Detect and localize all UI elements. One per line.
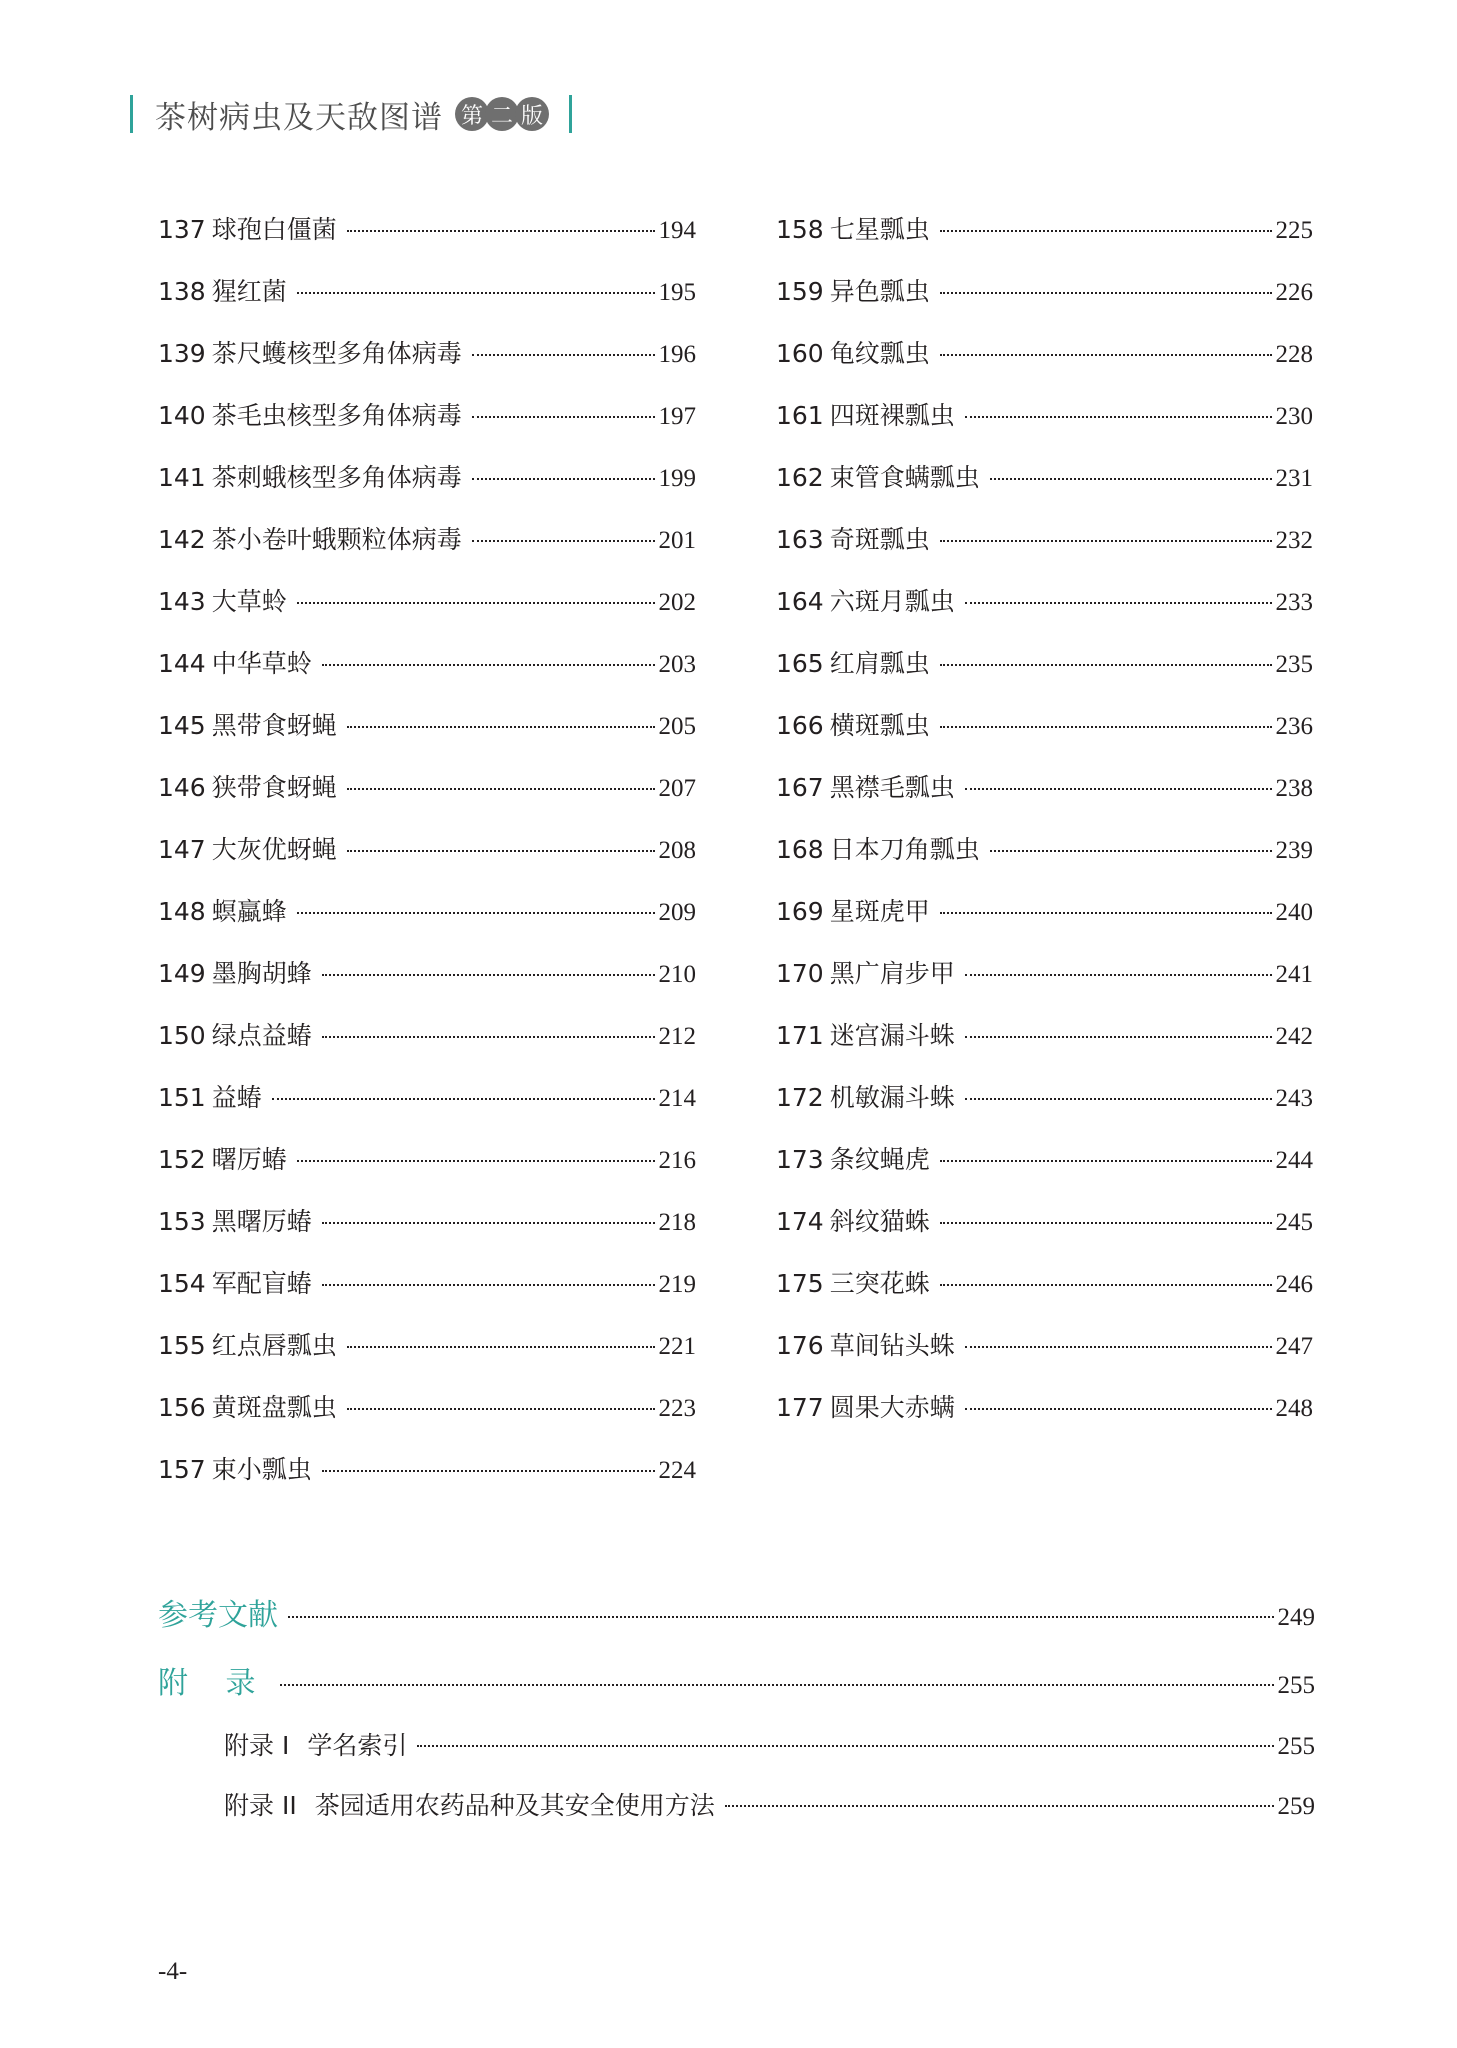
- entry-number: 143: [158, 587, 206, 616]
- entry-number: 151: [158, 1083, 206, 1112]
- entry-title: 六斑月瓢虫: [829, 587, 955, 616]
- leader-dots: [940, 354, 1272, 356]
- entry-number: 138: [158, 277, 206, 306]
- entry-title: 迷宫漏斗蛛: [829, 1021, 955, 1050]
- entry-page: 214: [658, 1085, 696, 1112]
- entry-page: 210: [658, 961, 696, 988]
- entry-number: 157: [158, 1455, 206, 1484]
- leader-dots: [965, 1098, 1272, 1100]
- entry-page: 209: [658, 899, 696, 926]
- entry-number: 149: [158, 959, 206, 988]
- leader-dots: [322, 664, 655, 666]
- toc-entry[interactable]: [776, 706, 1313, 768]
- entry-page: 241: [1275, 961, 1313, 988]
- entry-number: 165: [776, 649, 824, 678]
- entry-number: 172: [776, 1083, 824, 1112]
- toc-entry[interactable]: [776, 1388, 1313, 1450]
- entry-title: 异色瓢虫: [829, 277, 930, 306]
- entry-title: 红点唇瓢虫: [211, 1331, 337, 1360]
- leader-dots: [940, 1222, 1272, 1224]
- leader-dots: [347, 726, 655, 728]
- entry-title: 红肩瓢虫: [829, 649, 930, 678]
- entry-number: 168: [776, 835, 824, 864]
- entry-number: 158: [776, 215, 824, 244]
- entry-title: 球孢白僵菌: [211, 215, 337, 244]
- entry-title: 曙厉蝽: [211, 1145, 287, 1174]
- entry-number: 156: [158, 1393, 206, 1422]
- leader-dots: [297, 602, 655, 604]
- leader-dots: [990, 478, 1272, 480]
- entry-number: 146: [158, 773, 206, 802]
- entry-page: 242: [1275, 1023, 1313, 1050]
- entry-title: 黑曙厉蝽: [211, 1207, 312, 1236]
- leader-dots: [965, 1408, 1272, 1410]
- toc-entry[interactable]: [776, 1202, 1313, 1264]
- entry-number: 141: [158, 463, 206, 492]
- leader-dots: [417, 1745, 1273, 1747]
- toc-entry-references[interactable]: [158, 1590, 1315, 1658]
- toc-entry[interactable]: [776, 1140, 1313, 1202]
- leader-dots: [322, 1470, 655, 1472]
- leader-dots: [940, 540, 1272, 542]
- edition-badge: [459, 97, 549, 131]
- leader-dots: [322, 974, 655, 976]
- entry-page: 196: [658, 341, 696, 368]
- entry-title: 龟纹瓢虫: [829, 339, 930, 368]
- entry-title: 大草蛉: [211, 587, 287, 616]
- back-matter-section: [158, 1590, 1315, 1846]
- entry-number: 160: [776, 339, 824, 368]
- entry-title: 奇斑瓢虫: [829, 525, 930, 554]
- leader-dots: [940, 1160, 1272, 1162]
- entry-title: 中华草蛉: [211, 649, 312, 678]
- toc-entry[interactable]: [776, 954, 1313, 1016]
- toc-entry[interactable]: [158, 1450, 696, 1512]
- entry-page: 225: [1275, 217, 1313, 244]
- toc-entry[interactable]: [158, 1202, 696, 1264]
- edition-char: 版: [515, 97, 549, 131]
- entry-title: 四斑裸瓢虫: [829, 401, 955, 430]
- entry-title: 机敏漏斗蛛: [829, 1083, 955, 1112]
- entry-label: 茶园适用农药品种及其安全使用方法: [314, 1791, 715, 1820]
- entry-id: 附录 II: [224, 1791, 297, 1820]
- toc-entry[interactable]: [158, 1078, 696, 1140]
- entry-number: 169: [776, 897, 824, 926]
- entry-page: 228: [1275, 341, 1313, 368]
- entry-label: 学名索引: [307, 1731, 408, 1760]
- running-header: [130, 92, 572, 136]
- entry-page: 244: [1275, 1147, 1313, 1174]
- toc-entry[interactable]: [776, 458, 1313, 520]
- leader-dots: [347, 788, 655, 790]
- leader-dots: [322, 1284, 655, 1286]
- entry-label: 附 录: [158, 1666, 270, 1701]
- entry-page: 255: [1277, 1672, 1315, 1699]
- toc-entry-appendix-1[interactable]: [158, 1726, 1315, 1786]
- toc-entry[interactable]: [158, 272, 696, 334]
- entry-page: 199: [658, 465, 696, 492]
- toc-entry[interactable]: [158, 520, 696, 582]
- entry-number: 166: [776, 711, 824, 740]
- entry-page: 212: [658, 1023, 696, 1050]
- toc-entry[interactable]: [158, 396, 696, 458]
- leader-dots: [288, 1616, 1274, 1618]
- toc-entry[interactable]: [158, 1016, 696, 1078]
- entry-page: 216: [658, 1147, 696, 1174]
- page-number: -4-: [158, 1958, 188, 1985]
- entry-page: 248: [1275, 1395, 1313, 1422]
- toc-column-right: [776, 210, 1313, 1450]
- leader-dots: [965, 602, 1272, 604]
- entry-label: 参考文献: [158, 1598, 278, 1633]
- entry-number: 139: [158, 339, 206, 368]
- entry-page: 238: [1275, 775, 1313, 802]
- entry-number: 137: [158, 215, 206, 244]
- entry-number: 150: [158, 1021, 206, 1050]
- entry-title: 七星瓢虫: [829, 215, 930, 244]
- leader-dots: [347, 1346, 655, 1348]
- leader-dots: [940, 664, 1272, 666]
- entry-title: 条纹蝇虎: [829, 1145, 930, 1174]
- book-title: 茶树病虫及天敌图谱: [155, 99, 443, 136]
- entry-page: 235: [1275, 651, 1313, 678]
- leader-dots: [297, 912, 655, 914]
- toc-entry[interactable]: [158, 1388, 696, 1450]
- entry-page: 205: [658, 713, 696, 740]
- entry-number: 176: [776, 1331, 824, 1360]
- edition-char: 二: [485, 97, 519, 131]
- leader-dots: [940, 912, 1272, 914]
- entry-number: 177: [776, 1393, 824, 1422]
- entry-title: 绿点益蝽: [211, 1021, 312, 1050]
- leader-dots: [272, 1098, 655, 1100]
- leader-dots: [280, 1684, 1274, 1686]
- leader-dots: [322, 1036, 655, 1038]
- leader-dots: [347, 850, 655, 852]
- entry-page: 255: [1277, 1733, 1315, 1760]
- entry-page: 240: [1275, 899, 1313, 926]
- entry-number: 140: [158, 401, 206, 430]
- entry-title: 星斑虎甲: [829, 897, 930, 926]
- toc-entry[interactable]: [158, 830, 696, 892]
- toc-entry[interactable]: [158, 210, 696, 272]
- entry-title: 墨胸胡蜂: [211, 959, 312, 988]
- leader-dots: [297, 292, 655, 294]
- entry-page: 203: [658, 651, 696, 678]
- entry-number: 152: [158, 1145, 206, 1174]
- entry-title: 黑襟毛瓢虫: [829, 773, 955, 802]
- entry-number: 170: [776, 959, 824, 988]
- entry-number: 153: [158, 1207, 206, 1236]
- toc-entry[interactable]: [158, 1140, 696, 1202]
- toc-entry[interactable]: [158, 706, 696, 768]
- toc-entry[interactable]: [776, 210, 1313, 272]
- entry-title: 黑广肩步甲: [829, 959, 955, 988]
- entry-number: 171: [776, 1021, 824, 1050]
- entry-page: 221: [658, 1333, 696, 1360]
- entry-title: 茶小卷叶蛾颗粒体病毒: [211, 525, 462, 554]
- entry-page: 219: [658, 1271, 696, 1298]
- entry-title: 草间钻头蛛: [829, 1331, 955, 1360]
- entry-title: 日本刀角瓢虫: [829, 835, 980, 864]
- toc-entry[interactable]: [158, 334, 696, 396]
- toc-entry[interactable]: [776, 396, 1313, 458]
- entry-title: 黑带食蚜蝇: [211, 711, 337, 740]
- toc-entry-appendix-2[interactable]: [158, 1786, 1315, 1846]
- entry-number: 147: [158, 835, 206, 864]
- entry-page: 194: [658, 217, 696, 244]
- entry-page: 249: [1277, 1604, 1315, 1631]
- entry-page: 232: [1275, 527, 1313, 554]
- entry-number: 173: [776, 1145, 824, 1174]
- leader-dots: [472, 354, 655, 356]
- leader-dots: [472, 478, 655, 480]
- entry-number: 155: [158, 1331, 206, 1360]
- toc-entry[interactable]: [776, 582, 1313, 644]
- toc-column-left: [158, 210, 696, 1512]
- entry-page: 226: [1275, 279, 1313, 306]
- leader-dots: [965, 1036, 1272, 1038]
- entry-page: 231: [1275, 465, 1313, 492]
- toc-entry[interactable]: [776, 272, 1313, 334]
- entry-page: 218: [658, 1209, 696, 1236]
- entry-page: 197: [658, 403, 696, 430]
- leader-dots: [297, 1160, 655, 1162]
- leader-dots: [940, 230, 1272, 232]
- leader-dots: [940, 1284, 1272, 1286]
- entry-number: 162: [776, 463, 824, 492]
- toc-entry-appendix[interactable]: [158, 1658, 1315, 1726]
- entry-page: 247: [1275, 1333, 1313, 1360]
- toc-entry[interactable]: [158, 644, 696, 706]
- entry-number: 167: [776, 773, 824, 802]
- leader-dots: [725, 1805, 1274, 1807]
- leader-dots: [347, 1408, 655, 1410]
- leader-dots: [472, 540, 655, 542]
- entry-page: 202: [658, 589, 696, 616]
- entry-number: 145: [158, 711, 206, 740]
- toc-entry[interactable]: [158, 892, 696, 954]
- entry-page: 230: [1275, 403, 1313, 430]
- toc-entry[interactable]: [158, 458, 696, 520]
- entry-title: 益蝽: [211, 1083, 262, 1112]
- toc-entry[interactable]: [158, 1326, 696, 1388]
- toc-entry[interactable]: [776, 1264, 1313, 1326]
- toc-entry[interactable]: [158, 954, 696, 1016]
- entry-title: 大灰优蚜蝇: [211, 835, 337, 864]
- entry-number: 175: [776, 1269, 824, 1298]
- entry-page: 195: [658, 279, 696, 306]
- leader-dots: [990, 850, 1272, 852]
- entry-number: 142: [158, 525, 206, 554]
- entry-page: 208: [658, 837, 696, 864]
- entry-page: 224: [658, 1457, 696, 1484]
- toc-entry[interactable]: [776, 1326, 1313, 1388]
- header-left-rule: [130, 95, 133, 133]
- toc-entry[interactable]: [158, 1264, 696, 1326]
- toc-entry[interactable]: [776, 830, 1313, 892]
- entry-page: 201: [658, 527, 696, 554]
- toc-entry[interactable]: [776, 892, 1313, 954]
- entry-title: 圆果大赤螨: [829, 1393, 955, 1422]
- entry-page: 259: [1277, 1793, 1315, 1820]
- entry-number: 159: [776, 277, 824, 306]
- leader-dots: [472, 416, 655, 418]
- entry-page: 207: [658, 775, 696, 802]
- toc-entry[interactable]: [776, 334, 1313, 396]
- leader-dots: [965, 416, 1272, 418]
- entry-page: 223: [658, 1395, 696, 1422]
- entry-page: 245: [1275, 1209, 1313, 1236]
- entry-number: 154: [158, 1269, 206, 1298]
- edition-char: 第: [455, 97, 489, 131]
- toc-entry[interactable]: [776, 1078, 1313, 1140]
- entry-number: 161: [776, 401, 824, 430]
- toc-entry[interactable]: [776, 644, 1313, 706]
- entry-title: 茶尺蠖核型多角体病毒: [211, 339, 462, 368]
- entry-title: 螟蠃蜂: [211, 897, 287, 926]
- entry-page: 236: [1275, 713, 1313, 740]
- leader-dots: [347, 230, 655, 232]
- leader-dots: [940, 292, 1272, 294]
- leader-dots: [322, 1222, 655, 1224]
- leader-dots: [965, 788, 1272, 790]
- toc-entry[interactable]: [776, 768, 1313, 830]
- entry-title: 黄斑盘瓢虫: [211, 1393, 337, 1422]
- entry-title: 猩红菌: [211, 277, 287, 306]
- entry-title: 三突花蛛: [829, 1269, 930, 1298]
- entry-title: 束管食螨瓢虫: [829, 463, 980, 492]
- leader-dots: [940, 726, 1272, 728]
- toc-entry[interactable]: [776, 520, 1313, 582]
- entry-number: 164: [776, 587, 824, 616]
- entry-title: 茶毛虫核型多角体病毒: [211, 401, 462, 430]
- entry-title: 斜纹猫蛛: [829, 1207, 930, 1236]
- toc-entry[interactable]: [158, 582, 696, 644]
- toc-entry[interactable]: [776, 1016, 1313, 1078]
- entry-title: 束小瓢虫: [211, 1455, 312, 1484]
- entry-title: 军配盲蝽: [211, 1269, 312, 1298]
- entry-number: 144: [158, 649, 206, 678]
- leader-dots: [965, 1346, 1272, 1348]
- entry-page: 246: [1275, 1271, 1313, 1298]
- entry-page: 233: [1275, 589, 1313, 616]
- entry-page: 243: [1275, 1085, 1313, 1112]
- entry-id: 附录 I: [224, 1731, 290, 1760]
- entry-title: 狭带食蚜蝇: [211, 773, 337, 802]
- entry-title: 茶刺蛾核型多角体病毒: [211, 463, 462, 492]
- entry-number: 174: [776, 1207, 824, 1236]
- header-right-rule: [569, 95, 572, 133]
- leader-dots: [965, 974, 1272, 976]
- entry-title: 横斑瓢虫: [829, 711, 930, 740]
- entry-page: 239: [1275, 837, 1313, 864]
- entry-number: 163: [776, 525, 824, 554]
- entry-number: 148: [158, 897, 206, 926]
- toc-entry[interactable]: [158, 768, 696, 830]
